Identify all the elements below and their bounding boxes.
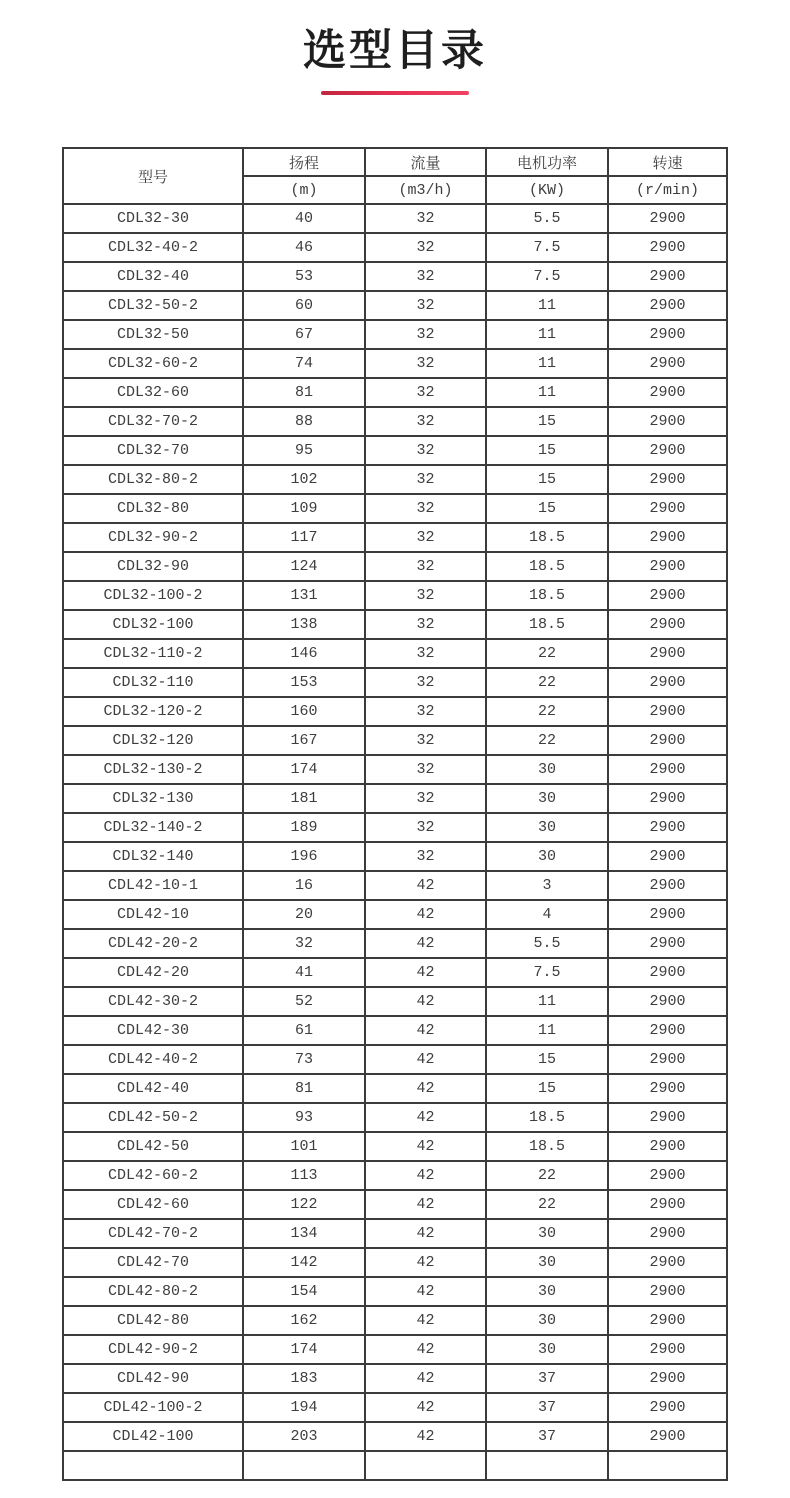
cell-head: 74 [243, 349, 365, 378]
cell-speed: 2900 [608, 697, 727, 726]
cell-flow: 42 [365, 1190, 486, 1219]
table-row [63, 755, 727, 784]
cell-speed: 2900 [608, 813, 727, 842]
cell-head: 153 [243, 668, 365, 697]
cell-head: 154 [243, 1277, 365, 1306]
table-row [63, 1364, 727, 1393]
cell-flow: 32 [365, 639, 486, 668]
table-row [63, 1074, 727, 1103]
cell-flow: 42 [365, 1045, 486, 1074]
cell-model: CDL42-50-2 [63, 1103, 243, 1132]
table-header [63, 148, 727, 204]
cell-flow: 32 [365, 407, 486, 436]
cell-model: CDL32-140-2 [63, 813, 243, 842]
table-row [63, 871, 727, 900]
cell-speed: 2900 [608, 494, 727, 523]
cell-power: 30 [486, 1248, 608, 1277]
cell-speed: 2900 [608, 1103, 727, 1132]
cell-flow: 32 [365, 204, 486, 233]
cell-power: 3 [486, 871, 608, 900]
cell-model: CDL42-30-2 [63, 987, 243, 1016]
table-row [63, 697, 727, 726]
cell-speed: 2900 [608, 262, 727, 291]
cell-power: 11 [486, 291, 608, 320]
table-row [63, 784, 727, 813]
cell-head [243, 1451, 365, 1480]
table-row [63, 1190, 727, 1219]
table-row [63, 204, 727, 233]
header-head: 扬程 [243, 148, 365, 176]
cell-model: CDL42-70 [63, 1248, 243, 1277]
cell-power: 11 [486, 378, 608, 407]
cell-power: 30 [486, 1306, 608, 1335]
cell-flow: 32 [365, 842, 486, 871]
cell-power: 30 [486, 784, 608, 813]
cell-power: 22 [486, 1190, 608, 1219]
header-speed: 转速 [608, 148, 727, 176]
table-row [63, 726, 727, 755]
cell-power: 15 [486, 407, 608, 436]
cell-model: CDL32-130-2 [63, 755, 243, 784]
cell-speed: 2900 [608, 929, 727, 958]
cell-flow: 32 [365, 349, 486, 378]
cell-speed: 2900 [608, 755, 727, 784]
table-row [63, 987, 727, 1016]
cell-head: 124 [243, 552, 365, 581]
cell-head: 138 [243, 610, 365, 639]
cell-head: 174 [243, 755, 365, 784]
cell-power: 15 [486, 1045, 608, 1074]
cell-head: 109 [243, 494, 365, 523]
cell-model: CDL42-80 [63, 1306, 243, 1335]
cell-model: CDL42-40 [63, 1074, 243, 1103]
cell-flow: 42 [365, 1335, 486, 1364]
cell-flow: 32 [365, 436, 486, 465]
cell-model: CDL42-80-2 [63, 1277, 243, 1306]
cell-flow: 42 [365, 1306, 486, 1335]
cell-head: 53 [243, 262, 365, 291]
cell-speed: 2900 [608, 1393, 727, 1422]
cell-flow: 32 [365, 291, 486, 320]
cell-model: CDL32-90-2 [63, 523, 243, 552]
table-row [63, 407, 727, 436]
cell-speed: 2900 [608, 552, 727, 581]
cell-flow: 42 [365, 1074, 486, 1103]
cell-model: CDL32-60 [63, 378, 243, 407]
table-row [63, 262, 727, 291]
cell-power: 15 [486, 1074, 608, 1103]
cell-model: CDL32-100-2 [63, 581, 243, 610]
cell-power: 5.5 [486, 929, 608, 958]
cell-speed: 2900 [608, 581, 727, 610]
cell-power: 7.5 [486, 262, 608, 291]
cell-head: 146 [243, 639, 365, 668]
cell-flow: 32 [365, 320, 486, 349]
cell-head: 196 [243, 842, 365, 871]
cell-model: CDL32-60-2 [63, 349, 243, 378]
table-row [63, 1016, 727, 1045]
cell-head: 167 [243, 726, 365, 755]
cell-flow: 42 [365, 1219, 486, 1248]
cell-head: 81 [243, 1074, 365, 1103]
cell-flow: 32 [365, 378, 486, 407]
table-row [63, 610, 727, 639]
title-underline-accent [321, 91, 469, 95]
page-title: 选型目录 [303, 27, 487, 75]
cell-flow: 42 [365, 1161, 486, 1190]
cell-model: CDL42-20-2 [63, 929, 243, 958]
cell-flow: 32 [365, 755, 486, 784]
table-row [63, 523, 727, 552]
cell-speed: 2900 [608, 1248, 727, 1277]
cell-model: CDL32-130 [63, 784, 243, 813]
cell-speed: 2900 [608, 378, 727, 407]
cell-head: 60 [243, 291, 365, 320]
table-row [63, 900, 727, 929]
cell-power: 5.5 [486, 204, 608, 233]
cell-power: 37 [486, 1393, 608, 1422]
table-row [63, 465, 727, 494]
cell-head: 73 [243, 1045, 365, 1074]
cell-speed: 2900 [608, 610, 727, 639]
cell-power: 7.5 [486, 233, 608, 262]
cell-model: CDL42-30 [63, 1016, 243, 1045]
cell-speed: 2900 [608, 407, 727, 436]
table-row [63, 1277, 727, 1306]
cell-speed: 2900 [608, 900, 727, 929]
cell-head: 174 [243, 1335, 365, 1364]
table-row [63, 1422, 727, 1451]
cell-speed: 2900 [608, 1364, 727, 1393]
cell-model: CDL32-110-2 [63, 639, 243, 668]
cell-flow: 32 [365, 668, 486, 697]
cell-flow: 42 [365, 987, 486, 1016]
cell-flow [365, 1451, 486, 1480]
cell-model: CDL42-40-2 [63, 1045, 243, 1074]
cell-head: 52 [243, 987, 365, 1016]
cell-flow: 32 [365, 262, 486, 291]
cell-head: 162 [243, 1306, 365, 1335]
cell-flow: 42 [365, 900, 486, 929]
cell-model: CDL32-120 [63, 726, 243, 755]
cell-flow: 32 [365, 233, 486, 262]
cell-head: 102 [243, 465, 365, 494]
cell-model: CDL42-100 [63, 1422, 243, 1451]
cell-head: 183 [243, 1364, 365, 1393]
cell-speed: 2900 [608, 726, 727, 755]
cell-speed: 2900 [608, 639, 727, 668]
cell-flow: 32 [365, 523, 486, 552]
cell-power: 18.5 [486, 1132, 608, 1161]
cell-head: 142 [243, 1248, 365, 1277]
cell-model: CDL42-20 [63, 958, 243, 987]
cell-power: 11 [486, 987, 608, 1016]
table-row-partial [63, 1451, 727, 1480]
table-row [63, 1132, 727, 1161]
cell-model: CDL32-110 [63, 668, 243, 697]
cell-power: 30 [486, 755, 608, 784]
cell-model: CDL42-50 [63, 1132, 243, 1161]
cell-model: CDL32-30 [63, 204, 243, 233]
table-row [63, 813, 727, 842]
table-row [63, 1393, 727, 1422]
cell-speed: 2900 [608, 523, 727, 552]
header-flow: 流量 [365, 148, 486, 176]
cell-speed: 2900 [608, 987, 727, 1016]
cell-head: 189 [243, 813, 365, 842]
cell-head: 160 [243, 697, 365, 726]
cell-flow: 42 [365, 1248, 486, 1277]
cell-flow: 42 [365, 958, 486, 987]
table-row [63, 842, 727, 871]
cell-flow: 42 [365, 1393, 486, 1422]
cell-head: 32 [243, 929, 365, 958]
table-row [63, 1335, 727, 1364]
cell-power: 22 [486, 697, 608, 726]
cell-power: 30 [486, 1277, 608, 1306]
cell-speed: 2900 [608, 871, 727, 900]
cell-model: CDL32-100 [63, 610, 243, 639]
cell-speed: 2900 [608, 1190, 727, 1219]
cell-flow: 32 [365, 552, 486, 581]
table-row [63, 349, 727, 378]
table-row [63, 1248, 727, 1277]
cell-power: 18.5 [486, 552, 608, 581]
cell-speed: 2900 [608, 1335, 727, 1364]
cell-model: CDL42-60 [63, 1190, 243, 1219]
table-row [63, 320, 727, 349]
cell-power: 22 [486, 639, 608, 668]
cell-head: 194 [243, 1393, 365, 1422]
cell-speed: 2900 [608, 204, 727, 233]
cell-power: 15 [486, 494, 608, 523]
cell-flow: 32 [365, 784, 486, 813]
table-row [63, 1103, 727, 1132]
cell-speed: 2900 [608, 842, 727, 871]
cell-flow: 42 [365, 929, 486, 958]
cell-power: 11 [486, 349, 608, 378]
cell-head: 40 [243, 204, 365, 233]
cell-power: 30 [486, 813, 608, 842]
cell-head: 117 [243, 523, 365, 552]
cell-model: CDL42-100-2 [63, 1393, 243, 1422]
cell-power [486, 1451, 608, 1480]
cell-head: 113 [243, 1161, 365, 1190]
cell-speed: 2900 [608, 668, 727, 697]
header-motor-power: 电机功率 [486, 148, 608, 176]
cell-speed: 2900 [608, 349, 727, 378]
pump-selection-table [62, 147, 728, 1481]
cell-speed: 2900 [608, 1422, 727, 1451]
cell-head: 16 [243, 871, 365, 900]
cell-flow: 32 [365, 581, 486, 610]
cell-model: CDL32-90 [63, 552, 243, 581]
cell-power: 22 [486, 726, 608, 755]
cell-power: 18.5 [486, 1103, 608, 1132]
cell-speed: 2900 [608, 1045, 727, 1074]
header-head-unit: (m) [243, 176, 365, 204]
header-flow-unit: (m3/h) [365, 176, 486, 204]
cell-speed: 2900 [608, 291, 727, 320]
cell-power: 18.5 [486, 581, 608, 610]
cell-speed: 2900 [608, 465, 727, 494]
cell-model: CDL42-90-2 [63, 1335, 243, 1364]
table-row [63, 1161, 727, 1190]
cell-head: 41 [243, 958, 365, 987]
table-row [63, 1219, 727, 1248]
table-row [63, 378, 727, 407]
cell-model: CDL42-60-2 [63, 1161, 243, 1190]
cell-power: 7.5 [486, 958, 608, 987]
table-row [63, 639, 727, 668]
cell-head: 131 [243, 581, 365, 610]
cell-flow: 42 [365, 1103, 486, 1132]
cell-speed: 2900 [608, 1132, 727, 1161]
cell-flow: 42 [365, 871, 486, 900]
table-row [63, 552, 727, 581]
cell-power: 30 [486, 842, 608, 871]
cell-model [63, 1451, 243, 1480]
table-row [63, 494, 727, 523]
cell-speed: 2900 [608, 1306, 727, 1335]
cell-power: 22 [486, 1161, 608, 1190]
cell-flow: 32 [365, 494, 486, 523]
table-row [63, 581, 727, 610]
table-row [63, 233, 727, 262]
cell-head: 203 [243, 1422, 365, 1451]
cell-model: CDL42-10 [63, 900, 243, 929]
cell-model: CDL32-70-2 [63, 407, 243, 436]
cell-speed: 2900 [608, 1161, 727, 1190]
cell-head: 61 [243, 1016, 365, 1045]
cell-flow: 32 [365, 465, 486, 494]
cell-flow: 42 [365, 1277, 486, 1306]
cell-power: 4 [486, 900, 608, 929]
cell-model: CDL32-80 [63, 494, 243, 523]
cell-model: CDL42-70-2 [63, 1219, 243, 1248]
header-speed-unit: (r/min) [608, 176, 727, 204]
table-row [63, 668, 727, 697]
header-model: 型号 [63, 148, 243, 204]
catalog-page [0, 28, 790, 1481]
cell-power: 11 [486, 320, 608, 349]
header-row-labels [63, 148, 727, 176]
table-row [63, 1045, 727, 1074]
cell-power: 30 [486, 1335, 608, 1364]
cell-flow: 32 [365, 697, 486, 726]
table-row [63, 929, 727, 958]
cell-model: CDL32-40 [63, 262, 243, 291]
cell-head: 88 [243, 407, 365, 436]
cell-speed: 2900 [608, 1277, 727, 1306]
cell-model: CDL32-70 [63, 436, 243, 465]
cell-head: 81 [243, 378, 365, 407]
cell-power: 11 [486, 1016, 608, 1045]
cell-flow: 32 [365, 726, 486, 755]
cell-power: 22 [486, 668, 608, 697]
cell-flow: 42 [365, 1132, 486, 1161]
cell-model: CDL32-140 [63, 842, 243, 871]
cell-flow: 42 [365, 1016, 486, 1045]
cell-speed: 2900 [608, 1016, 727, 1045]
cell-model: CDL32-40-2 [63, 233, 243, 262]
cell-speed: 2900 [608, 1219, 727, 1248]
cell-model: CDL32-120-2 [63, 697, 243, 726]
cell-speed: 2900 [608, 1074, 727, 1103]
cell-flow: 42 [365, 1364, 486, 1393]
cell-speed: 2900 [608, 320, 727, 349]
cell-head: 67 [243, 320, 365, 349]
table-row [63, 436, 727, 465]
cell-head: 134 [243, 1219, 365, 1248]
cell-power: 37 [486, 1364, 608, 1393]
cell-head: 20 [243, 900, 365, 929]
table-row [63, 1306, 727, 1335]
header-motor-power-unit: (KW) [486, 176, 608, 204]
cell-model: CDL32-50 [63, 320, 243, 349]
table-row [63, 291, 727, 320]
cell-power: 18.5 [486, 610, 608, 639]
cell-head: 181 [243, 784, 365, 813]
cell-model: CDL42-90 [63, 1364, 243, 1393]
table-row [63, 958, 727, 987]
cell-speed: 2900 [608, 436, 727, 465]
cell-speed: 2900 [608, 233, 727, 262]
cell-speed [608, 1451, 727, 1480]
cell-speed: 2900 [608, 958, 727, 987]
cell-power: 15 [486, 465, 608, 494]
cell-head: 46 [243, 233, 365, 262]
cell-model: CDL32-80-2 [63, 465, 243, 494]
cell-power: 37 [486, 1422, 608, 1451]
cell-power: 30 [486, 1219, 608, 1248]
cell-flow: 32 [365, 813, 486, 842]
cell-head: 93 [243, 1103, 365, 1132]
table-body [63, 204, 727, 1480]
cell-head: 122 [243, 1190, 365, 1219]
cell-power: 18.5 [486, 523, 608, 552]
cell-head: 95 [243, 436, 365, 465]
cell-head: 101 [243, 1132, 365, 1161]
cell-model: CDL32-50-2 [63, 291, 243, 320]
cell-model: CDL42-10-1 [63, 871, 243, 900]
cell-flow: 32 [365, 610, 486, 639]
cell-speed: 2900 [608, 784, 727, 813]
cell-flow: 42 [365, 1422, 486, 1451]
cell-power: 15 [486, 436, 608, 465]
